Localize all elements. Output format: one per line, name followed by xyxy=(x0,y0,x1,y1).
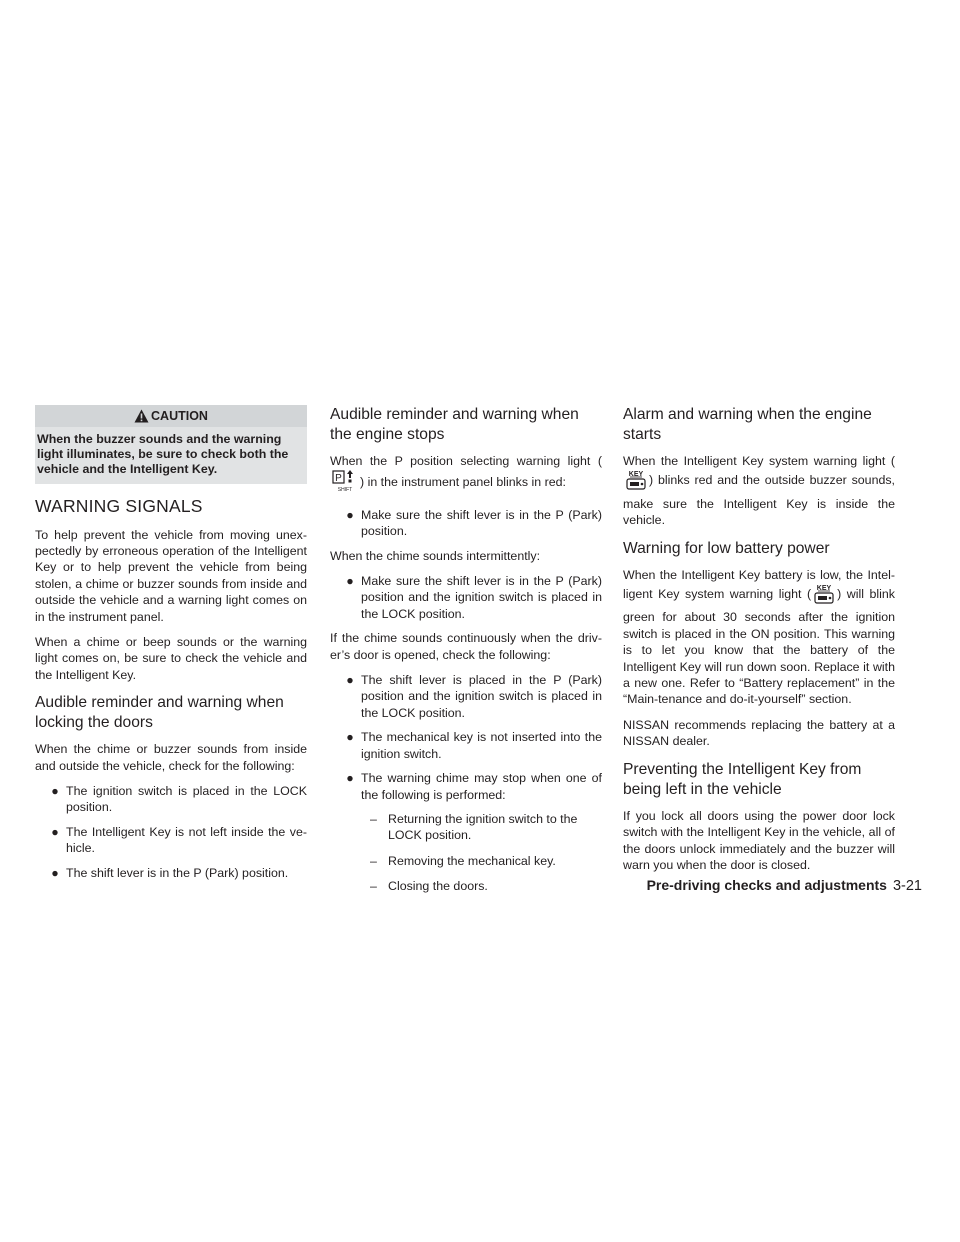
page-footer xyxy=(647,877,922,894)
key-icon-label: KEY xyxy=(816,585,832,593)
bullet-icon: ● xyxy=(346,507,354,522)
shift-icon-letter: P xyxy=(335,473,342,485)
paragraph: NISSAN recommends replacing the battery at a NISSAN dealer. xyxy=(623,717,895,749)
intelligent-key-warning-icon xyxy=(625,469,647,495)
bullet-icon: ● xyxy=(346,730,354,745)
paragraph: When the chime or buzzer sounds from inside and outside the vehicle, check for the following: xyxy=(35,742,307,773)
column-right xyxy=(623,405,895,882)
bullet-icon: ● xyxy=(346,673,354,688)
dash-item: – Returning the ignition switch to the LOCK position. xyxy=(370,811,578,843)
shift-icon-label: SHIFT xyxy=(337,487,353,494)
caution-text: When the buzzer sounds and the warning light illuminates, be sure to check both the vehicle and the Intelligent Key. xyxy=(37,432,289,477)
bullet-icon: ● xyxy=(51,824,59,839)
bullet-item: ● The shift lever is in the P (Park) position. xyxy=(35,865,307,881)
paragraph: To help prevent the vehicle from moving unex-pectedly by erroneous operation of the Intelligent Key or to help prevent the vehicle from being stolen, a chime or buzzer sounds from inside and outside the vehicle and a warning light comes on in the instrument panel. xyxy=(35,527,307,624)
paragraph: If you lock all doors using the power door lock switch with the Intelligent Key in the vehicle, all of the doors unlock immediately and the buzzer will warn you when the door is closed. xyxy=(623,808,895,872)
dash-item: – Closing the doors. xyxy=(370,879,488,894)
subheading-engine-starts: Alarm and warning when the engine starts xyxy=(623,406,872,443)
caution-header xyxy=(35,405,307,427)
bullet-item: ● The ignition switch is placed in the LOCK position. xyxy=(35,783,307,816)
section-heading-warning-signals: WARNING SIGNALS xyxy=(35,495,203,516)
paragraph: When the chime sounds intermittently: xyxy=(330,548,541,563)
p-position-shift-warning-icon xyxy=(332,469,358,497)
caution-heading: CAUTION xyxy=(151,409,208,423)
bullet-icon: ● xyxy=(346,771,354,786)
bullet-item: ● The Intelligent Key is not left inside the ve-hicle. xyxy=(35,824,307,857)
page-number: 3-21 xyxy=(892,878,922,894)
subheading-key-left-in-vehicle: Preventing the Intelligent Key from being left in the vehicle xyxy=(623,760,862,798)
paragraph: When the Intelligent Key battery is low, the Intel-ligent Key system warning light ( KEY ) will blink green for about 30 seconds after the ignition switch is placed in the ON position. This warning is to let you know that the battery of the Intelligent Key will run down soon. Replace it with a new one. Refer to “Battery replacement” in the “Main-tenance and do-it-yourself” section. xyxy=(623,567,895,707)
subheading-engine-stops: Audible reminder and warning when the engine stops xyxy=(330,406,579,443)
caution-box xyxy=(35,405,307,484)
paragraph: When the P position selecting warning light ( P SHIFT ) in the instrument panel blinks in red: xyxy=(330,453,602,498)
column-middle xyxy=(330,405,602,904)
dash-item: – Removing the mechanical key. xyxy=(370,853,556,868)
intelligent-key-warning-icon xyxy=(813,583,835,609)
paragraph: When a chime or beep sounds or the warning light comes on, be sure to check the vehicle and the Intelligent Key. xyxy=(35,635,307,682)
bullet-item: ● Make sure the shift lever is in the P (Park) position. xyxy=(330,507,602,540)
bullet-icon: ● xyxy=(346,574,354,589)
bullet-icon: ● xyxy=(51,784,59,799)
paragraph: When the Intelligent Key system warning light ( KEY ) blinks red and the outside buzzer sounds, make sure the Intelligent Key is inside the vehicle. xyxy=(623,454,895,528)
key-icon-label: KEY xyxy=(628,471,644,479)
subheading-locking-doors: Audible reminder and warning when locking the doors xyxy=(35,694,284,732)
bullet-item: ● The shift lever is placed in the P (Park) position and the ignition switch is placed in the LOCK position. xyxy=(330,672,602,721)
subheading-low-battery: Warning for low battery power xyxy=(623,539,830,557)
footer-section-title: Pre-driving checks and adjustments xyxy=(646,877,887,893)
bullet-item: ● The warning chime may stop when one of the following is performed: xyxy=(330,770,602,803)
warning-triangle-icon xyxy=(134,409,149,423)
paragraph: If the chime sounds continuously when the driv-er’s door is opened, check the following: xyxy=(330,631,602,662)
bullet-item: ● The mechanical key is not inserted into the ignition switch. xyxy=(330,729,602,762)
bullet-item: ● Make sure the shift lever is in the P (Park) position and the ignition switch is placed in the LOCK position. xyxy=(330,573,602,622)
bullet-icon: ● xyxy=(51,865,59,880)
column-left xyxy=(35,405,307,889)
